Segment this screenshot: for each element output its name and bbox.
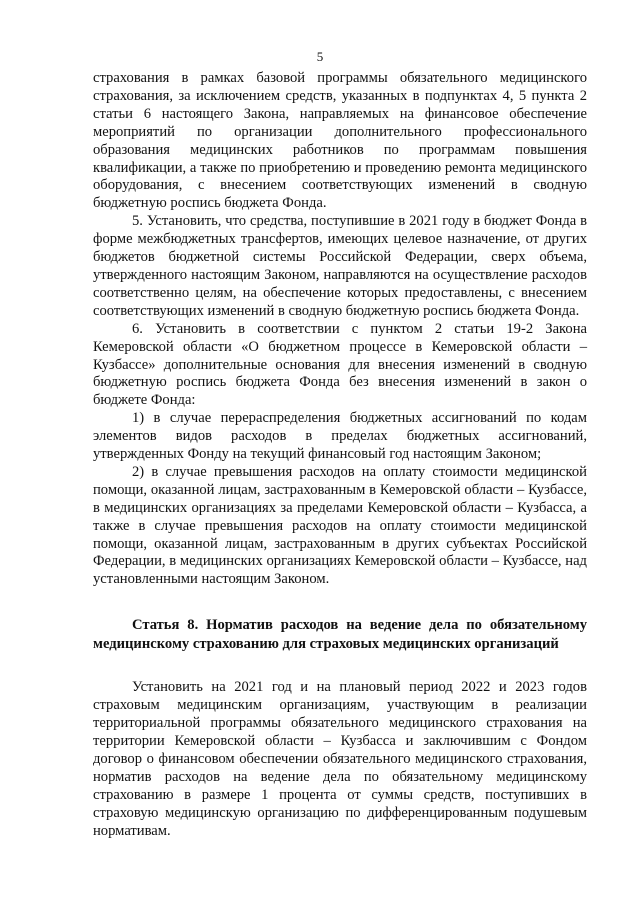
document-body	[93, 70, 587, 840]
article-8-body: Установить на 2021 год и на плановый период 2022 и 2023 годов страховым медицинским организациям, участвующим в реализации территориальной программы обязательного медицинского страхования на территории Кемеровской области – Кузбасса и заключившим с Фондом договор о финансовом обеспечении обязательного медицинского страхования, норматив расходов на ведение дела по обязательному медицинскому страхованию в размере 1 процента от суммы средств, поступивших в страховую медицинскую организацию по дифференцированным подушевым нормативам.	[93, 679, 587, 839]
paragraph-item-6: 6. Установить в соответствии с пунктом 2 статьи 19-2 Закона Кемеровской области «О бюджетном процессе в Кемеровской области – Кузбассе» дополнительные основания для внесения изменений в сводную бюджетную роспись бюджета Фонда без внесения изменений в закон о бюджете Фонда:	[93, 320, 587, 409]
subparagraph-2: 2) в случае превышения расходов на оплату стоимости медицинской помощи, оказанной лицам, застрахованным в Кемеровской области – Кузбассе, в медицинских организациях за пределами Кемеровской области – Кузбасса, а также в случае превышения расходов на оплату стоимости медицинской помощи, оказанной лицам, застрахованным в других субъектах Российской Федерации, в медицинских организациях Кемеровской области – Кузбассе, над установленными настоящим Законом.	[93, 463, 587, 588]
paragraph-item-5: 5. Установить, что средства, поступившие в 2021 году в бюджет Фонда в форме межбюджетных трансфертов, имеющих целевое назначение, от других бюджетов бюджетной системы Российской Федерации, сверх объема, утвержденного настоящим Законом, направляются на осуществление расходов соответственно целям, на обеспечение которых предоставлены, с внесением соответствующих изменений в сводную бюджетную роспись бюджета Фонда.	[93, 213, 587, 319]
paragraph-continuation: страхования в рамках базовой программы обязательного медицинского страхования, за исключением средств, указанных в подпунктах 4, 5 пункта 2 статьи 6 настоящего Закона, направляемых на финансовое обеспечение мероприятий по организации дополнительного профессионального образования медицинских работников по программам повышения квалификации, а также по приобретению и проведению ремонта медицинского оборудования, с внесением соответствующих изменений в сводную бюджетную роспись бюджета Фонда.	[93, 70, 587, 212]
page-number: 5	[316, 49, 324, 64]
subparagraph-1: 1) в случае перераспределения бюджетных ассигнований по кодам элементов видов расходов в пределах бюджетных ассигнований, утвержденных Фонду на текущий финансовый год настоящим Законом;	[93, 410, 587, 463]
article-8-title: Статья 8. Норматив расходов на ведение дела по обязательному медицинскому страхованию для страховых медицинских организаций	[93, 617, 587, 652]
